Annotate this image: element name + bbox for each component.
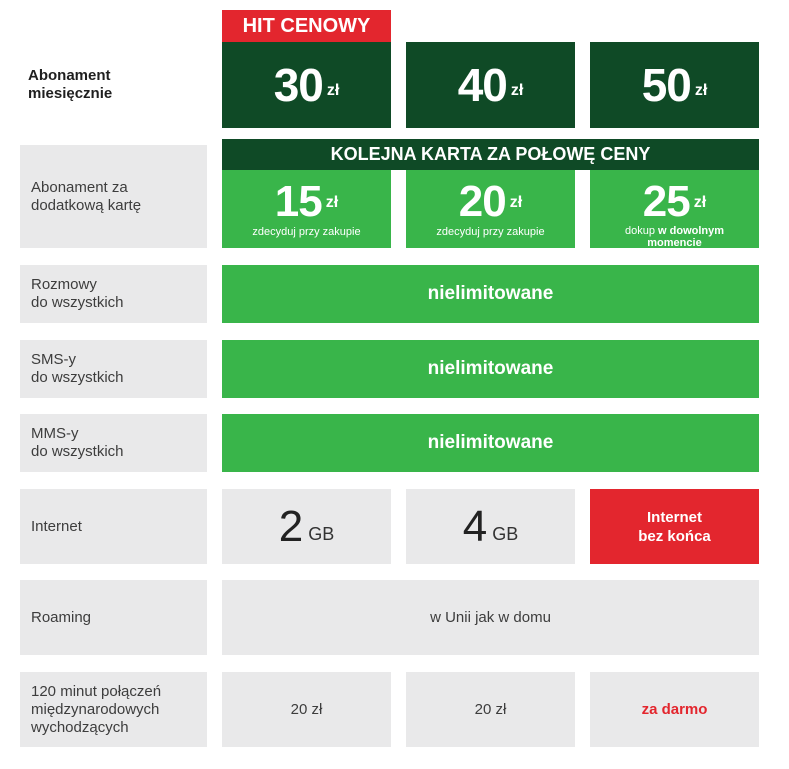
note-part-b: w dowolnym bbox=[658, 225, 725, 237]
extra-card-15 bbox=[222, 170, 391, 248]
row-label-roaming: Roaming bbox=[20, 580, 207, 655]
extra-card-note: zdecyduj przy zakupie bbox=[252, 226, 361, 238]
row-label-sms: SMS-y do wszystkich bbox=[20, 340, 207, 398]
intl-price-plan-2: 20 zł bbox=[406, 672, 575, 747]
intl-price-plan-3 bbox=[590, 672, 759, 747]
internet-value: 4 bbox=[462, 501, 488, 551]
internet-value: 2 bbox=[278, 501, 304, 551]
extra-card-25 bbox=[590, 170, 759, 248]
extra-card-20 bbox=[406, 170, 575, 248]
price-currency: zł bbox=[509, 194, 523, 211]
internet-unit: GB bbox=[492, 524, 519, 544]
free-label: za darmo bbox=[641, 701, 708, 718]
internet-unlimited: Internet bez końca bbox=[590, 489, 759, 564]
row-label-monthly: Abonament miesięcznie bbox=[28, 67, 113, 102]
internet-unit: GB bbox=[308, 524, 335, 544]
extra-card-note: zdecyduj przy zakupie bbox=[436, 226, 545, 238]
price-currency: zł bbox=[694, 82, 708, 99]
price-currency: zł bbox=[693, 194, 707, 211]
plan-price-50[interactable] bbox=[590, 42, 759, 128]
price-value: 30 bbox=[273, 59, 323, 111]
half-price-banner: KOLEJNA KARTA ZA POŁOWĘ CENY bbox=[222, 139, 759, 170]
note-part-c: momencie bbox=[647, 237, 702, 249]
plan-price-30[interactable] bbox=[222, 42, 391, 128]
price-value: 15 bbox=[274, 177, 322, 226]
roaming-value: w Unii jak w domu bbox=[222, 580, 759, 655]
row-label-extra-card: Abonament za dodatkową kartę bbox=[20, 145, 207, 248]
extra-card-note bbox=[625, 225, 724, 249]
price-currency: zł bbox=[325, 194, 339, 211]
price-currency: zł bbox=[510, 82, 524, 99]
row-label-calls: Rozmowy do wszystkich bbox=[20, 265, 207, 323]
internet-4gb bbox=[406, 489, 575, 564]
intl-price-plan-1: 20 zł bbox=[222, 672, 391, 747]
calls-unlimited: nielimitowane bbox=[222, 265, 759, 323]
price-value: 25 bbox=[642, 177, 690, 226]
hit-badge: HIT CENOWY bbox=[222, 10, 391, 42]
note-part-a: dokup bbox=[624, 225, 659, 237]
row-label-internet: Internet bbox=[20, 489, 207, 564]
mms-unlimited: nielimitowane bbox=[222, 414, 759, 472]
price-value: 50 bbox=[641, 59, 691, 111]
row-label-mms: MMS-y do wszystkich bbox=[20, 414, 207, 472]
price-value: 20 bbox=[458, 177, 506, 226]
plan-price-40[interactable] bbox=[406, 42, 575, 128]
internet-2gb bbox=[222, 489, 391, 564]
price-currency: zł bbox=[326, 82, 340, 99]
row-label-intl: 120 minut połączeń międzynarodowych wychodzących bbox=[20, 672, 207, 747]
sms-unlimited: nielimitowane bbox=[222, 340, 759, 398]
price-value: 40 bbox=[457, 59, 507, 111]
